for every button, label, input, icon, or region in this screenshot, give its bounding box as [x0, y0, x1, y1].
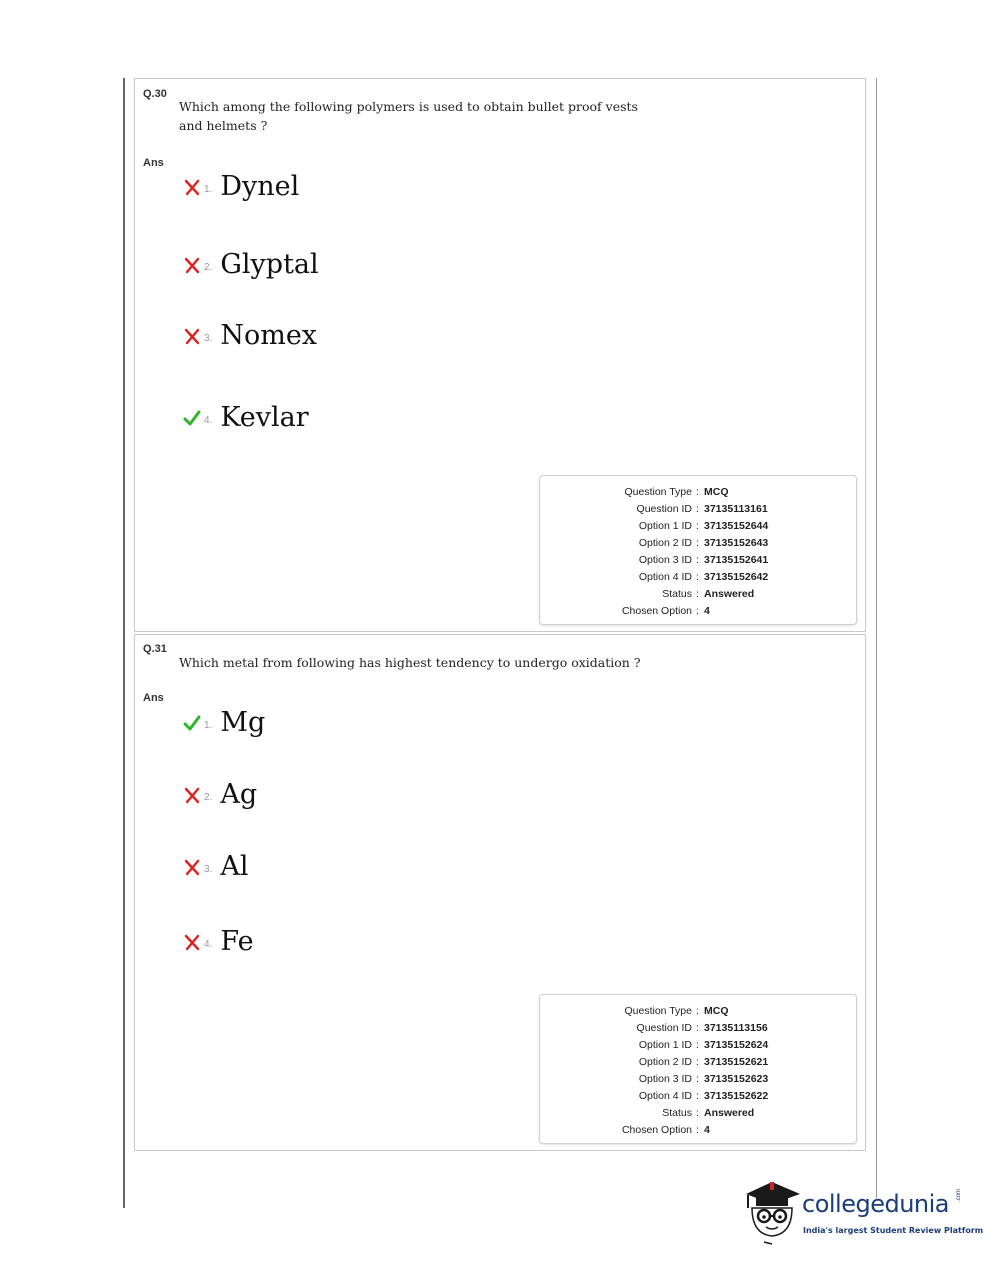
meta-value: 37135152624 [704, 1039, 769, 1051]
meta-value: 4 [704, 1124, 710, 1136]
question-text: Which metal from following has highest tendency to undergo oxidation ? [179, 655, 641, 670]
meta-value: 37135113156 [704, 1022, 768, 1034]
meta-key: Chosen Option [621, 1124, 692, 1136]
option-2 [183, 775, 257, 815]
meta-row: Option 2 ID : 37135152643 [540, 535, 856, 552]
logo-suffix: .com [956, 1188, 962, 1202]
meta-key: Question ID [636, 503, 692, 515]
meta-value: 4 [704, 605, 710, 617]
meta-row: Option 1 ID : 37135152644 [540, 518, 856, 535]
meta-row: Question Type : MCQ [540, 1003, 856, 1020]
option-number: 2. [204, 261, 213, 273]
option-number: 3. [204, 332, 213, 344]
option-3 [183, 847, 248, 887]
meta-key: Question ID [636, 1022, 692, 1034]
option-1 [183, 703, 265, 743]
meta-row: Option 2 ID : 37135152621 [540, 1054, 856, 1071]
meta-row: Option 4 ID : 37135152622 [540, 1088, 856, 1105]
meta-key: Option 3 ID [638, 1073, 692, 1085]
option-number: 1. [204, 183, 213, 195]
logo-wordmark: collegedunia [802, 1190, 950, 1218]
meta-key: Option 4 ID [638, 1090, 692, 1102]
collegedunia-logo [742, 1176, 984, 1246]
meta-key: Status [662, 588, 692, 600]
cross-icon [183, 178, 201, 196]
option-number: 3. [204, 863, 213, 875]
option-text: Mg [220, 707, 266, 738]
option-1 [183, 167, 299, 207]
meta-row: Option 3 ID : 37135152623 [540, 1071, 856, 1088]
meta-key: Option 1 ID [638, 1039, 692, 1051]
meta-row: Option 1 ID : 37135152624 [540, 1037, 856, 1054]
meta-row: Question Type : MCQ [540, 484, 856, 501]
meta-row: Chosen Option : 4 [540, 1122, 856, 1139]
meta-value: 37135152621 [704, 1056, 769, 1068]
question-card-30 [134, 78, 866, 632]
meta-value: 37135113161 [704, 503, 768, 515]
meta-row: Question ID : 37135113156 [540, 1020, 856, 1037]
option-text: Kevlar [220, 402, 309, 433]
option-number: 4. [204, 414, 213, 426]
left-page-border [123, 78, 125, 1208]
check-icon [183, 714, 201, 732]
option-number: 4. [204, 938, 213, 950]
meta-value: 37135152642 [704, 571, 769, 583]
option-3 [183, 316, 317, 356]
option-text: Al [220, 851, 249, 882]
meta-key: Option 3 ID [638, 554, 692, 566]
meta-row: Option 4 ID : 37135152642 [540, 569, 856, 586]
meta-value: MCQ [704, 1005, 729, 1017]
cross-icon [183, 786, 201, 804]
option-text: Glyptal [220, 249, 319, 280]
meta-key: Option 1 ID [638, 520, 692, 532]
meta-key: Chosen Option [621, 605, 692, 617]
meta-key: Status [662, 1107, 692, 1119]
meta-value: 37135152644 [704, 520, 769, 532]
question-number: Q.30 [143, 88, 167, 100]
question-number: Q.31 [143, 643, 167, 655]
meta-key: Option 4 ID [638, 571, 692, 583]
cross-icon [183, 933, 201, 951]
check-icon [183, 409, 201, 427]
option-text: Dynel [220, 171, 300, 202]
option-text: Ag [220, 779, 258, 810]
meta-value: 37135152623 [704, 1073, 769, 1085]
option-text: Fe [220, 926, 254, 957]
meta-key: Option 2 ID [638, 537, 692, 549]
option-number: 2. [204, 791, 213, 803]
meta-value: 37135152622 [704, 1090, 769, 1102]
meta-row: Option 3 ID : 37135152641 [540, 552, 856, 569]
question-meta-panel [539, 994, 857, 1144]
cross-icon [183, 256, 201, 274]
meta-row: Chosen Option : 4 [540, 603, 856, 620]
question-card-31 [134, 634, 866, 1151]
meta-value: 37135152641 [704, 554, 769, 566]
cross-icon [183, 858, 201, 876]
meta-row: Status : Answered [540, 586, 856, 603]
meta-value: Answered [704, 588, 755, 600]
option-text: Nomex [220, 320, 318, 351]
meta-row: Status : Answered [540, 1105, 856, 1122]
meta-key: Question Type [624, 1005, 692, 1017]
option-4 [183, 398, 309, 438]
question-text: Which among the following polymers is used to obtain bullet proof vests and helmets ? [179, 99, 638, 133]
option-number: 1. [204, 719, 213, 731]
meta-value: MCQ [704, 486, 729, 498]
answer-label: Ans [143, 157, 164, 169]
question-meta-panel [539, 475, 857, 625]
mascot-icon [742, 1176, 804, 1246]
option-4 [183, 922, 254, 962]
option-2 [183, 245, 319, 285]
meta-key: Option 2 ID [638, 1056, 692, 1068]
meta-value: Answered [704, 1107, 755, 1119]
meta-key: Question Type [624, 486, 692, 498]
cross-icon [183, 327, 201, 345]
meta-value: 37135152643 [704, 537, 769, 549]
meta-row: Question ID : 37135113161 [540, 501, 856, 518]
logo-tagline: India's largest Student Review Platform [803, 1226, 984, 1235]
answer-label: Ans [143, 692, 164, 704]
right-page-border [876, 78, 877, 1198]
